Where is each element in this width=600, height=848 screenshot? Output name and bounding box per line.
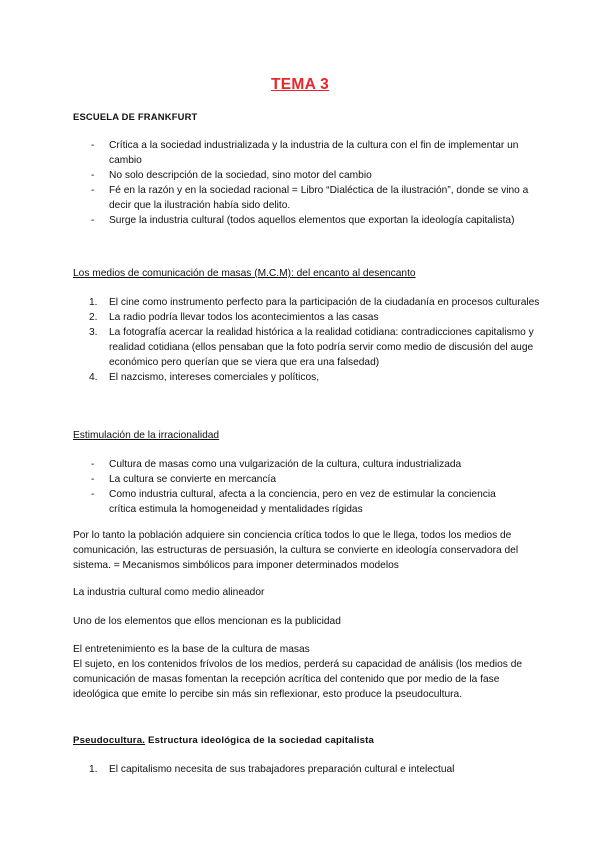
paragraph-sujeto: El sujeto, en los contenidos frívolos de los medios, perderá su capacidad de análisis (los medios de comunicación de masas fomentan la recepción acrítica del contenido que por medio de la fase ideológica que emite lo percibe sin más sin reflexionar, esto produce la pseudocultura. xyxy=(73,659,523,700)
numbered-list-pseudocultura xyxy=(89,762,539,777)
paragraph-entretenimiento: El entretenimiento es la base de la cultura de masas xyxy=(73,644,310,655)
bullet-marker: - xyxy=(91,185,95,196)
list-item: 4. El nazcismo, intereses comerciales y políticos, xyxy=(89,372,320,383)
heading-underlined-part: Pseudocultura. xyxy=(73,735,146,746)
section-heading-pseudocultura xyxy=(73,733,374,748)
section-heading-irracionalidad: Estimulación de la irracionalidad xyxy=(73,430,220,441)
section-heading-frankfurt: ESCUELA DE FRANKFURT xyxy=(73,111,198,122)
bullet-marker: - xyxy=(91,489,95,500)
list-item: - Fé en la razón y en la sociedad racional = Libro “Dialéctica de la ilustración”, donde se vino a decir que la ilustración había sido delito. xyxy=(91,185,529,211)
list-item: - Como industria cultural, afecta a la conciencia, pero en vez de estimular la conciencia crítica estimula la homogeneidad y mentalidades rígidas xyxy=(91,489,496,515)
list-item: - La cultura se convierte en mercancía xyxy=(91,474,277,485)
list-item: - Crítica a la sociedad industrializada y la industria de la cultura con el fin de implementar un cambio xyxy=(91,140,519,166)
heading-rest-part: Estructura ideológica de la sociedad capitalista xyxy=(145,735,375,746)
bullet-marker: - xyxy=(91,170,95,181)
bullet-list-irracionalidad xyxy=(91,457,509,517)
list-item: 1. El capitalismo necesita de sus trabajadores preparación cultural e intelectual xyxy=(89,764,455,775)
paragraph-industria-cultural: La industria cultural como medio alineador xyxy=(73,587,265,598)
bullet-marker: - xyxy=(91,215,95,226)
numbered-list-mcm xyxy=(89,295,544,385)
list-item: 1. El cine como instrumento perfecto para la participación de la ciudadanía en procesos culturales xyxy=(89,297,540,308)
bullet-list-frankfurt xyxy=(91,138,534,228)
list-item: 3. La fotografía acercar la realidad histórica a la realidad cotidiana: contradicciones capitalismo y realidad cotidiana (ellos pensaban que la foto podría servir como medio de discusión del auge económico pero querían que se viera que era una falsedad) xyxy=(89,327,534,368)
bullet-marker: - xyxy=(91,474,95,485)
section-heading-mcm: Los medios de comunicación de masas (M.C.M): del encanto al desencanto xyxy=(73,268,416,279)
bullet-marker: - xyxy=(91,140,95,151)
list-item: - Cultura de masas como una vulgarización de la cultura, cultura industrializada xyxy=(91,459,462,470)
page-title: TEMA 3 xyxy=(270,76,330,93)
list-item: - No solo descripción de la sociedad, sino motor del cambio xyxy=(91,170,372,181)
bullet-marker: - xyxy=(91,459,95,470)
list-item: - Surge la industria cultural (todos aquellos elementos que exportan la ideología capitalista) xyxy=(91,215,515,226)
paragraph-publicidad: Uno de los elementos que ellos mencionan es la publicidad xyxy=(73,616,341,627)
paragraph-poblacion: Por lo tanto la población adquiere sin conciencia crítica todos lo que le llega, todos los medios de comunicación, las estructuras de persuasión, la cultura se convierte en ideología conservadora del sistema. = Mecanismos simbólicos para imponer determinados modelos xyxy=(73,530,519,571)
list-item: 2. La radio podría llevar todos los acontecimientos a las casas xyxy=(89,312,379,323)
